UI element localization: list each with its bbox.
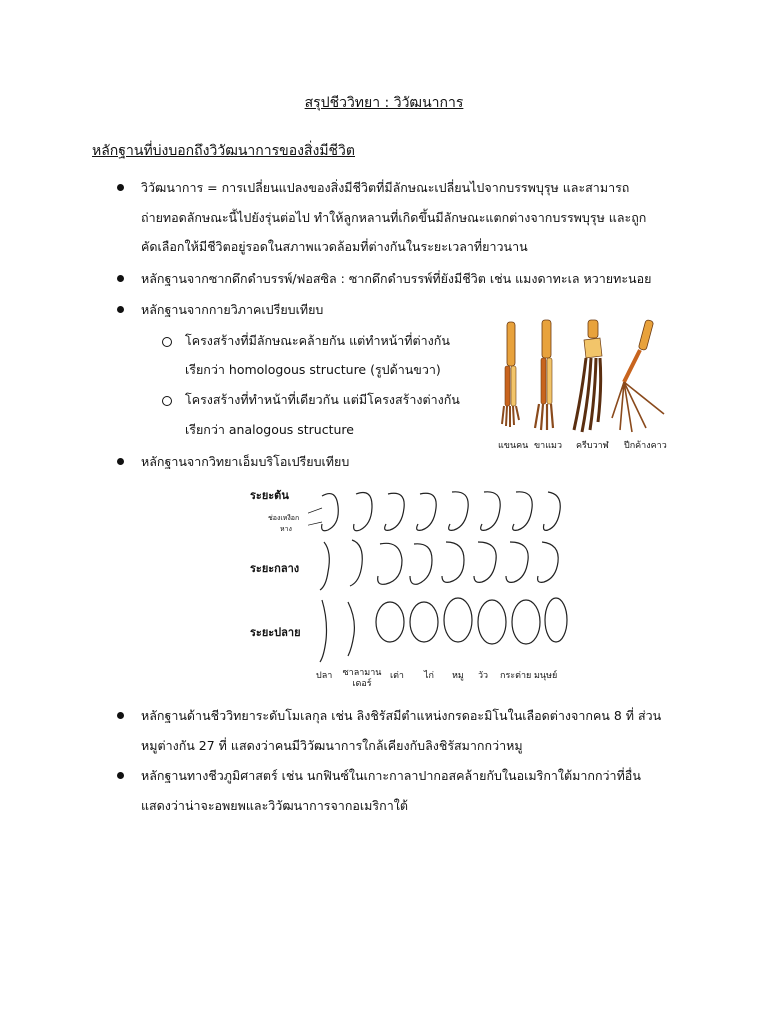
cat-leg-bones [535,320,553,430]
analogous-line-2: เรียกว่า analogous structure [185,422,354,437]
sub-bullet-circle [162,396,172,406]
evolution-definition-line-3: คัดเลือกให้มีชีวิตอยู่รอดในสภาพแวดล้อมที่ต่างกันในระยะเวลาที่ยาวนาน [141,239,528,254]
bullet-dot [117,184,124,191]
biogeography-evidence-line-1: หลักฐานทางชีวภูมิศาสตร์ เช่น นกฟินซ์ในเกาะกาลาปากอสคล้ายกับในอเมริกาใต้มากกว่าที่อื่น [141,768,641,783]
bullet-dot [117,712,124,719]
analogous-line-1: โครงสร้างที่ทำหน้าที่เดียวกัน แต่มีโครงสร้างต่างกัน [185,392,460,407]
fossil-evidence: หลักฐานจากซากดึกดำบรรพ์/ฟอสซิล : ซากดึกดำบรรพ์ที่ยังมีชีวิต เช่น แมงดาทะเล หวายทะนอย [141,271,652,286]
evolution-definition-line-1: วิวัฒนาการ = การเปลี่ยนแปลงของสิ่งมีชีวิตที่มีลักษณะเปลี่ยนไปจากบรรพบุรุษ และสามารถ [141,180,630,195]
stage-middle: ระยะกลาง [250,562,300,575]
embryo-label-pig: หมู [452,671,464,681]
embryo-label-fish: ปลา [316,671,333,681]
embryo-comparison-figure [248,482,568,692]
biogeography-evidence-line-2: แสดงว่าน่าจะอพยพและวิวัฒนาการจากอเมริกาใต้ [141,798,408,813]
bat-wing-bones [612,319,664,432]
section-heading: หลักฐานที่บ่งบอกถึงวิวัฒนาการของสิ่งมีชีวิต [92,143,356,159]
evolution-definition-line-2: ถ่ายทอดลักษณะนี้ไปยังรุ่นต่อไป ทำให้ลูกหลานที่เกิดขึ้นมีลักษณะแตกต่างจากบรรพบุรุษ และถูก [141,210,647,225]
embryo-label-turtle: เต่า [390,671,404,681]
callout-tail: หาง [280,525,292,533]
whale-flipper-bones [574,320,602,432]
embryo-label-chicken: ไก่ [424,671,434,681]
embryo-label-rabbit: กระต่าย [500,671,532,681]
bullet-dot [117,275,124,282]
stage-early: ระยะต้น [250,489,289,502]
comparative-embryology-evidence: หลักฐานจากวิทยาเอ็มบริโอเปรียบเทียบ [141,454,350,469]
bullet-dot [117,306,124,313]
label-human-arm: แขนคน [498,441,529,451]
label-bat-wing: ปีกค้างคาว [624,441,667,451]
embryo-label-human: มนุษย์ [534,671,558,681]
comparative-anatomy-evidence: หลักฐานจากกายวิภาคเปรียบเทียบ [141,302,324,317]
stage-late: ระยะปลาย [250,626,301,639]
homologous-line-2: เรียกว่า homologous structure (รูปด้านขวา) [185,362,441,377]
label-whale-flipper: ครีบวาฬ [576,441,609,451]
human-arm-bones [502,322,519,427]
homologous-limbs-figure [494,318,670,458]
callout-gill-slits: ช่องเหงือก [268,514,300,522]
limbs-illustration [494,318,670,438]
molecular-evidence-line-2: หมูต่างกัน 27 ที่ แสดงว่าคนมีวิวัฒนาการใกล้เคียงกับลิงชิรัสมากกว่าหมู [141,738,523,753]
page-title: สรุปชีววิทยา : วิวัฒนาการ [304,95,464,111]
embryo-illustrations [308,482,568,667]
embryo-label-salamander: ซาลามานเดอร์ [342,668,382,689]
embryo-label-cow: วัว [478,671,489,681]
bullet-dot [117,772,124,779]
homologous-line-1: โครงสร้างที่มีลักษณะคล้ายกัน แต่ทำหน้าที่ต่างกัน [185,333,450,348]
sub-bullet-circle [162,337,172,347]
label-cat-leg: ขาแมว [534,441,562,451]
molecular-evidence-line-1: หลักฐานด้านชีววิทยาระดับโมเลกุล เช่น ลิงชิรัสมีตำแหน่งกรดอะมิโนในเลือดต่างจากคน 8 ที่ ส่วน [141,708,662,723]
bullet-dot [117,458,124,465]
